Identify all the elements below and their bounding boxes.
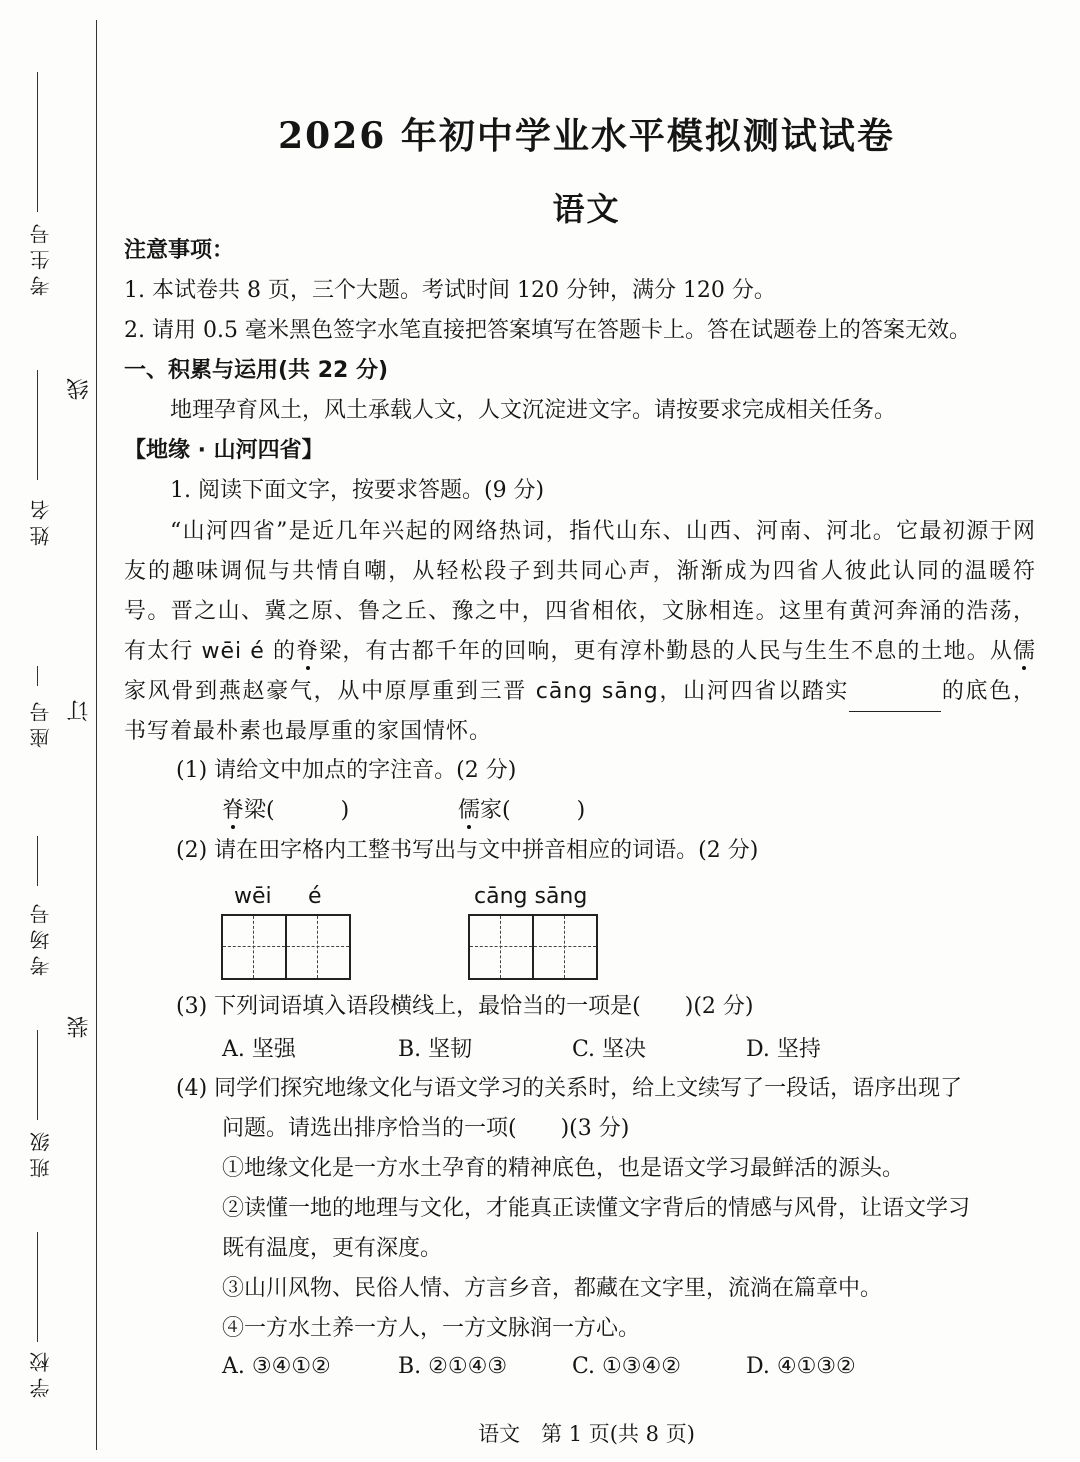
dotted-char: 儒 — [458, 798, 481, 823]
bind-word-xian: 线 — [67, 378, 92, 400]
sentence-2: ②读懂一地的地理与文化，才能真正读懂文字背后的情感与风骨，让语文学习 — [222, 1196, 971, 1221]
reading-passage — [124, 512, 1036, 752]
blank-line — [37, 666, 38, 686]
field-name: 姓名 — [29, 494, 53, 546]
writing-grid-2[interactable] — [468, 914, 598, 980]
topic-heading: 【地缘 · 山河四省】 — [124, 438, 324, 463]
grid-pinyin-label: cāng sāng — [474, 884, 588, 909]
option-a: A. ③④①② — [222, 1354, 331, 1379]
word-close: ) — [340, 798, 350, 823]
subquestion-1: (1) 请给文中加点的字注音。(2 分) — [176, 758, 517, 783]
word-close: ) — [576, 798, 586, 823]
sentence-1: ①地缘文化是一方水土孕育的精神底色，也是语文学习最鲜活的源头。 — [222, 1156, 905, 1181]
blank-line — [37, 72, 38, 212]
option-d: D. 坚持 — [746, 1037, 821, 1062]
pinyin-weie: wēi é — [201, 639, 265, 664]
note-item: 2. 请用 0.5 毫米黑色签字水笔直接把答案填写在答题卡上。答在试题卷上的答案无效。 — [124, 318, 971, 343]
dotted-char: 儒 — [1012, 639, 1036, 664]
notes-heading: 注意事项： — [124, 238, 235, 263]
blank-line — [37, 1232, 38, 1342]
binding-margin — [0, 0, 100, 1462]
dotted-char: 脊 — [296, 639, 320, 664]
field-school: 学校 — [29, 1346, 53, 1398]
blank-line — [37, 836, 38, 886]
option-d: D. ④①③② — [746, 1354, 856, 1379]
subquestion-4-cont: 问题。请选出排序恰当的一项( )(3 分) — [222, 1116, 630, 1141]
phonetic-answer-1 — [222, 796, 349, 826]
field-exam-room: 考场号 — [29, 898, 53, 976]
subquestion-4: (4) 同学们探究地缘文化与语文学习的关系时，给上文续写了一段话，语序出现了 — [176, 1076, 963, 1101]
blank-line — [37, 1030, 38, 1120]
field-class: 班级 — [29, 1126, 53, 1178]
grid-pinyin-label: é — [308, 884, 322, 909]
options-row — [222, 1354, 856, 1379]
passage-text: 梁，有古都千年的回响，更有淳朴勤恳的人民与生生不息的土地。从 — [319, 639, 1013, 664]
field-seat: 座号 — [29, 696, 53, 748]
page-footer: 语文 第 1 页(共 8 页) — [478, 1422, 695, 1446]
section-heading: 一、积累与运用(共 22 分) — [124, 358, 389, 383]
passage-text: 的底色，书写着最朴素也最厚重的家国情怀。 — [124, 679, 1036, 744]
options-row — [222, 1032, 821, 1063]
grid-cell[interactable] — [285, 914, 351, 980]
option-c: C. 坚决 — [572, 1037, 647, 1062]
option-c: C. ①③④② — [572, 1354, 681, 1379]
field-exam-number: 考生号 — [29, 218, 53, 296]
option-b: B. 坚韧 — [398, 1037, 473, 1062]
note-item: 1. 本试卷共 8 页，三个大题。考试时间 120 分钟，满分 120 分。 — [124, 278, 776, 303]
bind-word-ding: 订 — [67, 700, 92, 722]
sentence-4: ④一方水土养一方人，一方文脉润一方心。 — [222, 1316, 641, 1341]
bind-word-zhuang: 装 — [67, 1016, 92, 1038]
option-a: A. 坚强 — [222, 1037, 296, 1062]
passage-text: ，山河四省以踏实 — [658, 679, 850, 704]
grid-cell[interactable] — [468, 914, 534, 980]
blank-line — [37, 370, 38, 480]
subquestion-2: (2) 请在田字格内工整书写出与文中拼音相应的词语。(2 分) — [176, 838, 759, 863]
binding-rule — [96, 20, 97, 1450]
pinyin-cangsang: cāng sāng — [535, 679, 659, 704]
word-label: 梁( — [244, 798, 275, 823]
subquestion-3: (3) 下列词语填入语段横线上，最恰当的一项是( )(2 分) — [176, 994, 754, 1019]
sentence-2-cont: 既有温度，更有深度。 — [222, 1236, 443, 1261]
grid-pinyin-label: wēi — [234, 884, 272, 909]
word-label: 家( — [480, 798, 511, 823]
question-1-stem: 1. 阅读下面文字，按要求答题。(9 分) — [170, 478, 545, 503]
passage-text: “山河四省”是近几年兴起的网络热词，指代山东、山西、河南、河北。它最初源于网友的趣味调侃与共情自嘲，从轻松段子到共同心声，渐渐成为四省人彼此认同的温暖符号。晋之山、冀之原、鲁之丘、豫之中，四省相依，文脉相连。这里有黄河奔涌的浩荡，有太行 — [124, 519, 1036, 664]
passage-text: 家风骨到燕赵豪气，从中原厚重到三晋 — [124, 679, 528, 704]
subject-title: 语文 — [552, 190, 621, 228]
dotted-char: 脊 — [222, 798, 245, 823]
option-b: B. ②①④③ — [398, 1354, 508, 1379]
answer-blank — [849, 689, 941, 712]
writing-grid-1[interactable] — [221, 914, 351, 980]
grid-cell[interactable] — [221, 914, 287, 980]
sentence-3: ③山川风物、民俗人情、方言乡音，都藏在文字里，流淌在篇章中。 — [222, 1276, 883, 1301]
section-intro: 地理孕育风土，风土承载人文，人文沉淀进文字。请按要求完成相关任务。 — [170, 398, 897, 423]
phonetic-answer-2 — [458, 796, 585, 826]
grid-cell[interactable] — [532, 914, 598, 980]
page-title: 2026 年初中学业水平模拟测试试卷 — [278, 115, 895, 157]
passage-text: 的 — [272, 639, 297, 664]
